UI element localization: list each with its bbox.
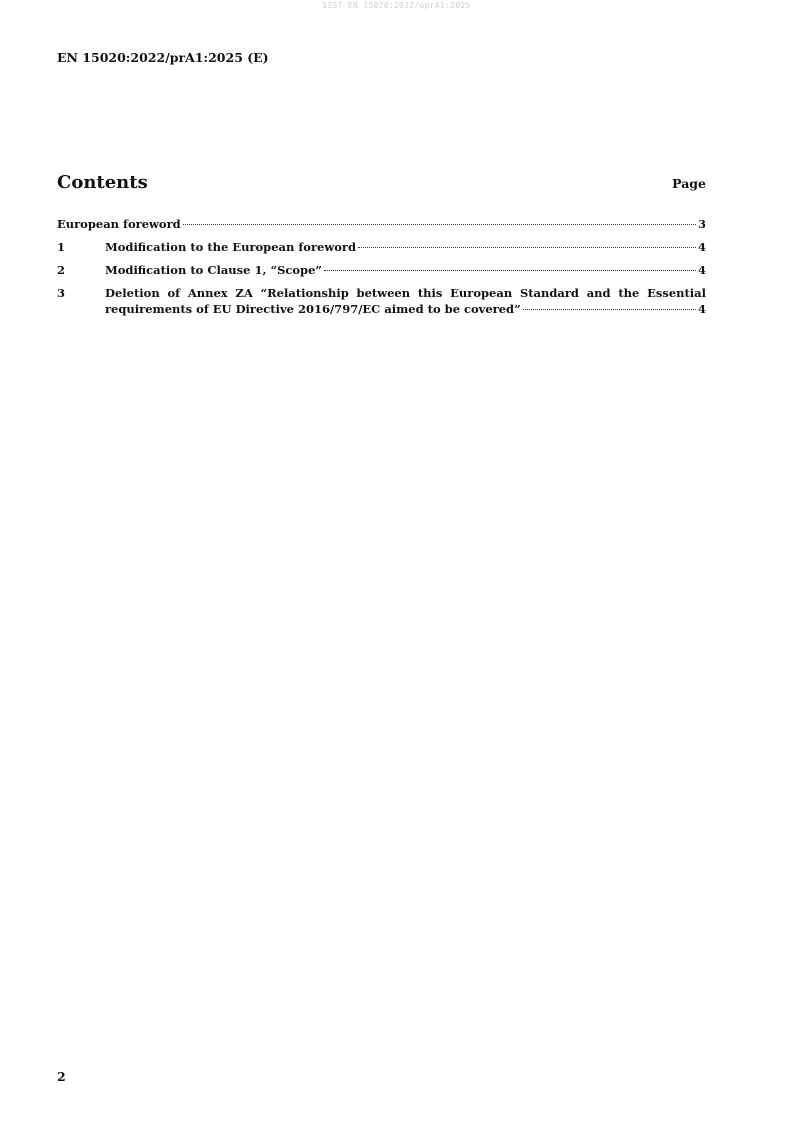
toc-entry-number: 3 xyxy=(57,286,66,300)
toc-entry-title[interactable]: Modification to Clause 1, “Scope” xyxy=(105,263,323,277)
table-of-contents xyxy=(57,216,706,324)
toc-entry-page: 4 xyxy=(697,240,706,254)
toc-entry-page: 4 xyxy=(697,302,706,316)
toc-leader-dots xyxy=(324,270,696,271)
toc-entry-title[interactable]: European foreword xyxy=(57,217,181,231)
toc-entry-page: 4 xyxy=(697,263,706,277)
toc-entry-title[interactable]: Modification to the European foreword xyxy=(105,240,357,254)
toc-entry-1[interactable] xyxy=(57,239,706,255)
toc-entry-2[interactable] xyxy=(57,262,706,278)
toc-entry-number: 2 xyxy=(57,263,66,277)
document-identifier: EN 15020:2022/prA1:2025 (E) xyxy=(57,50,269,65)
watermark-text: SIST EN 15020:2022/oprA1:2025 xyxy=(322,1,471,10)
contents-title: Contents xyxy=(57,172,148,193)
toc-leader-dots xyxy=(523,309,696,310)
toc-leader-dots xyxy=(183,224,696,225)
page-number: 2 xyxy=(57,1069,66,1084)
toc-entry-title-line-1[interactable]: Deletion of Annex ZA “Relationship between this European Standard and the Essential xyxy=(105,286,706,300)
toc-entry-title-line-2[interactable]: requirements of EU Directive 2016/797/EC aimed to be covered” xyxy=(105,302,521,316)
contents-heading-row xyxy=(57,172,706,193)
toc-entry-3[interactable] xyxy=(57,285,706,317)
toc-entry-foreword[interactable] xyxy=(57,216,706,232)
toc-leader-dots xyxy=(358,247,696,248)
toc-entry-page: 3 xyxy=(697,217,706,231)
toc-entry-number: 1 xyxy=(57,240,66,254)
page-column-label: Page xyxy=(672,176,706,191)
